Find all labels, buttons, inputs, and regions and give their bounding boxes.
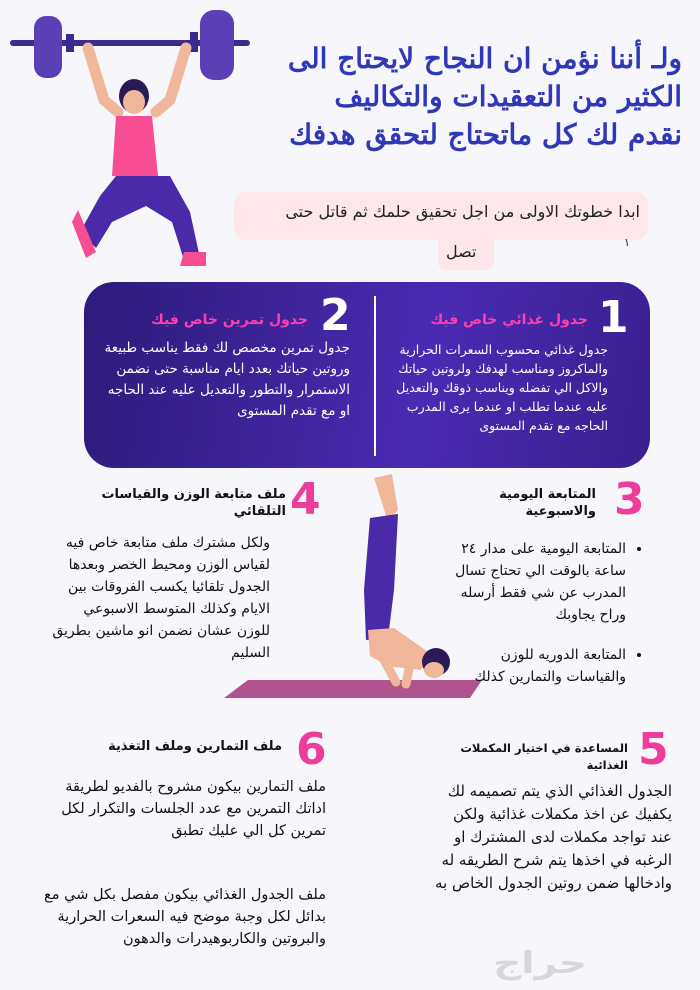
sec3-bullet: • المتابعة اليومية على مدار ٢٤ ساعة بالوقت الي تحتاج تسال المدرب عن شي فقط أرسله وراح يجاوبك	[454, 538, 626, 626]
sec4-title-line-1: ملف متابعة الوزن والقياسات	[101, 487, 286, 502]
card1-body: جدول غذائي محسوب السعرات الحرارية والماكروز ومناسب لهدفك ولروتين حياتك والاكل الي تفضله ويناسب ذوقك والتعديل عليه عندما تطلب او عندما يرى المدرب الحاجه مع تقدم المستوى	[396, 342, 608, 433]
banner-tail-text: تصل	[446, 242, 477, 261]
card1-number: 1	[598, 292, 629, 343]
sec3-bullet: • المتابعة الدوريه للوزن والقياسات والتمارين كذلك	[454, 644, 626, 688]
sec3-title-line-2: والاسبوعية	[525, 504, 596, 519]
sec6-para-1: ملف التمارين بيكون مشروح بالفديو لطريقة اداتك التمرين مع عدد الجلسات والتكرار لكل تمرين كل الي عليك تطبق	[61, 779, 326, 839]
headline	[242, 40, 682, 154]
sec5-title: المساعدة في اختيار المكملات الغذائية	[460, 741, 628, 772]
yoga-mat	[224, 680, 482, 698]
headline-line-2: الكثير من التعقيدات والتكاليف	[334, 80, 682, 113]
sec5-body: الجدول الغذائي الذي يتم تصميمه لك يكفيك عن اخذ مكملات غذائية ولكن عند تواجد مكملات لدى المشترك او الرغبه في اخذها يتم شرح الطريقه له وادخالها ضمن روتين الجدول الخاص به	[434, 782, 672, 892]
banner-text: ابدا خطوتك الاولى من اجل تحقيق حلمك ثم قاتل حتى	[285, 202, 640, 221]
card2-body: جدول تمرين مخصص لك فقط يناسب طبيعة وروتين حياتك بعدد ايام مناسبة حتى نضمن الاستمرار والتطور والتعديل عليه عند الحاجه او مع تقدم المستوى	[104, 340, 350, 419]
sec3-number: 3	[614, 474, 645, 525]
sec3-title-line-1: المتابعة اليومية	[499, 487, 596, 502]
sec3-list	[454, 538, 644, 702]
card2-number: 2	[320, 290, 351, 341]
sec6-para-2: ملف الجدول الغذائي بيكون مفصل بكل شي مع بدائل لكل وجبة موضح فيه السعرات الحرارية والبروتين والكاربوهيدرات والدهون	[44, 887, 326, 947]
watermark: حراج	[493, 946, 588, 981]
banner-marker: ١	[624, 236, 630, 249]
sec4-body: ولكل مشترك ملف متابعة خاص فيه لقياس الوزن ومحيط الخصر وبعدها الجدول تلقائيا يكسب الفروقات بين الايام وكذلك المتوسط الاسبوعي للوزن عشان نضمن انو ماشين بطريق السليم	[52, 535, 270, 661]
headline-line-1: ولـ أننا نؤمن ان النجاح لايحتاج الى	[287, 42, 682, 75]
sec5-number: 5	[638, 724, 669, 775]
sec6-number: 6	[296, 724, 327, 775]
sec6-title: ملف التمارين وملف التغذية	[108, 739, 282, 754]
weightlifter-illustration	[0, 0, 260, 280]
headline-line-3: نقدم لك كل ماتحتاج لتحقق هدفك	[289, 118, 682, 151]
sec4-title	[86, 486, 286, 520]
card-divider	[374, 296, 376, 456]
sec4-title-line-2: التلقائي	[233, 504, 286, 519]
sec4-number: 4	[290, 474, 321, 525]
card1-title: جدول غذائي خاص فيك	[430, 312, 588, 328]
card2-title: جدول تمرين خاص فيك	[151, 312, 308, 328]
sec3-title	[446, 486, 596, 520]
